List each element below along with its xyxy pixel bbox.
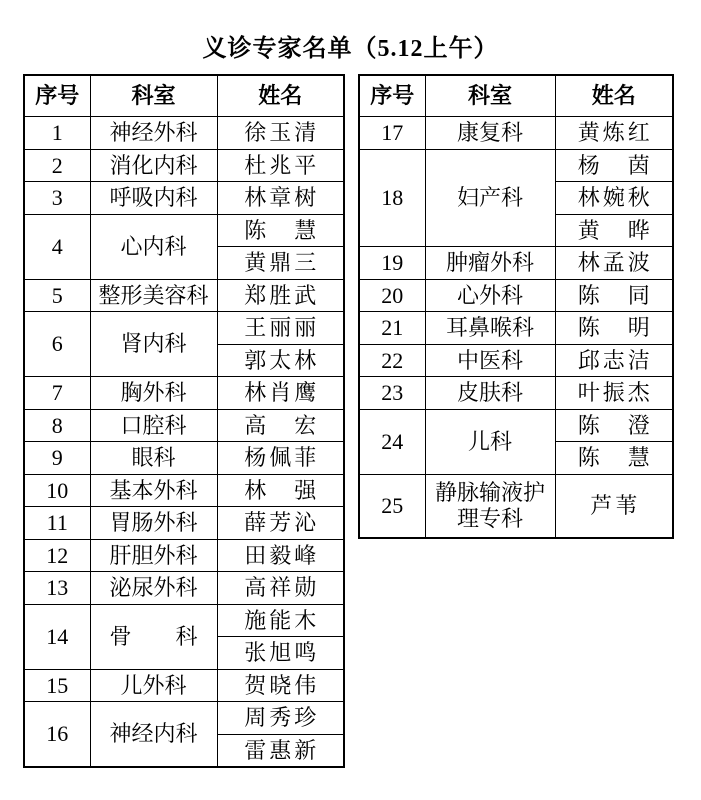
cell-no: 10 (24, 474, 90, 507)
table-row (359, 149, 673, 182)
cell-name: 陈 同 (555, 279, 673, 312)
cell-name: 陈 慧 (217, 214, 344, 247)
table-row (24, 214, 344, 247)
cell-dept: 肾内科 (90, 312, 217, 377)
cell-dept: 整形美容科 (90, 279, 217, 312)
cell-dept: 眼科 (90, 442, 217, 475)
table-row (359, 474, 673, 538)
table-row (359, 117, 673, 150)
cell-name: 王丽丽 (217, 312, 344, 345)
cell-name: 陈 明 (555, 312, 673, 345)
table-row (24, 377, 344, 410)
cell-name: 周秀珍 (217, 702, 344, 735)
cell-dept: 骨 科 (90, 604, 217, 669)
table-row (359, 409, 673, 442)
cell-name: 郑胜武 (217, 279, 344, 312)
table-row (24, 149, 344, 182)
cell-name: 邱志洁 (555, 344, 673, 377)
cell-name: 黄鼎三 (217, 247, 344, 280)
cell-name: 林婉秋 (555, 182, 673, 215)
cell-no: 9 (24, 442, 90, 475)
cell-no: 17 (359, 117, 425, 150)
header-name: 姓名 (555, 75, 673, 117)
table-row (359, 247, 673, 280)
cell-no: 2 (24, 149, 90, 182)
header-name: 姓名 (217, 75, 344, 117)
header-dept: 科室 (90, 75, 217, 117)
cell-name: 高 宏 (217, 409, 344, 442)
cell-name: 高祥勋 (217, 572, 344, 605)
cell-dept: 呼吸内科 (90, 182, 217, 215)
roster-table-right (358, 74, 674, 539)
table-row (24, 507, 344, 540)
cell-dept: 儿科 (425, 409, 555, 474)
cell-no: 25 (359, 474, 425, 538)
table-row (359, 344, 673, 377)
cell-dept: 心外科 (425, 279, 555, 312)
cell-name: 张旭鸣 (217, 637, 344, 670)
cell-no: 3 (24, 182, 90, 215)
table-header-row (359, 75, 673, 117)
cell-no: 7 (24, 377, 90, 410)
cell-no: 24 (359, 409, 425, 474)
cell-no: 16 (24, 702, 90, 768)
cell-dept: 消化内科 (90, 149, 217, 182)
roster-table-left (23, 74, 345, 768)
cell-no: 15 (24, 669, 90, 702)
cell-name: 叶振杰 (555, 377, 673, 410)
cell-dept: 妇产科 (425, 149, 555, 247)
cell-name: 杜兆平 (217, 149, 344, 182)
cell-dept: 心内科 (90, 214, 217, 279)
cell-dept: 肿瘤外科 (425, 247, 555, 280)
cell-name: 黄 晔 (555, 214, 673, 247)
cell-no: 14 (24, 604, 90, 669)
cell-name: 田毅峰 (217, 539, 344, 572)
cell-dept: 中医科 (425, 344, 555, 377)
cell-no: 13 (24, 572, 90, 605)
cell-no: 19 (359, 247, 425, 280)
cell-dept: 皮肤科 (425, 377, 555, 410)
cell-dept: 儿外科 (90, 669, 217, 702)
cell-name: 施能木 (217, 604, 344, 637)
table-row (359, 377, 673, 410)
table-row (24, 669, 344, 702)
table-row (359, 312, 673, 345)
cell-no: 4 (24, 214, 90, 279)
cell-dept: 胸外科 (90, 377, 217, 410)
cell-no: 1 (24, 117, 90, 150)
cell-name: 雷惠新 (217, 734, 344, 767)
cell-name: 林章树 (217, 182, 344, 215)
cell-no: 22 (359, 344, 425, 377)
table-row (24, 312, 344, 345)
table-row (24, 539, 344, 572)
cell-no: 18 (359, 149, 425, 247)
header-no: 序号 (24, 75, 90, 117)
table-row (24, 604, 344, 637)
cell-name: 杨 茵 (555, 149, 673, 182)
cell-no: 12 (24, 539, 90, 572)
cell-no: 20 (359, 279, 425, 312)
table-row (24, 182, 344, 215)
table-row (24, 572, 344, 605)
table-row (24, 474, 344, 507)
cell-name: 杨佩菲 (217, 442, 344, 475)
table-row (24, 117, 344, 150)
cell-dept: 口腔科 (90, 409, 217, 442)
cell-name: 林 强 (217, 474, 344, 507)
cell-name: 芦苇 (555, 474, 673, 538)
cell-dept: 肝胆外科 (90, 539, 217, 572)
cell-no: 11 (24, 507, 90, 540)
cell-name: 郭太林 (217, 344, 344, 377)
table-row (24, 702, 344, 735)
cell-dept: 基本外科 (90, 474, 217, 507)
cell-dept: 泌尿外科 (90, 572, 217, 605)
document-title: 义诊专家名单（5.12上午） (202, 36, 499, 62)
header-dept: 科室 (425, 75, 555, 117)
cell-dept: 神经内科 (90, 702, 217, 768)
table-header-row (24, 75, 344, 117)
cell-name: 陈 慧 (555, 442, 673, 475)
cell-name: 薛芳沁 (217, 507, 344, 540)
table-row (24, 409, 344, 442)
cell-name: 陈 澄 (555, 409, 673, 442)
cell-dept: 胃肠外科 (90, 507, 217, 540)
cell-dept: 静脉输液护理专科 (425, 474, 555, 538)
table-row (24, 279, 344, 312)
cell-name: 黄炼红 (555, 117, 673, 150)
cell-dept: 耳鼻喉科 (425, 312, 555, 345)
cell-no: 8 (24, 409, 90, 442)
cell-dept: 神经外科 (90, 117, 217, 150)
cell-no: 5 (24, 279, 90, 312)
cell-no: 21 (359, 312, 425, 345)
cell-name: 林肖鹰 (217, 377, 344, 410)
cell-no: 23 (359, 377, 425, 410)
cell-name: 贺晓伟 (217, 669, 344, 702)
table-row (24, 442, 344, 475)
cell-dept: 康复科 (425, 117, 555, 150)
header-no: 序号 (359, 75, 425, 117)
table-row (359, 279, 673, 312)
cell-name: 林孟波 (555, 247, 673, 280)
cell-name: 徐玉清 (217, 117, 344, 150)
cell-no: 6 (24, 312, 90, 377)
